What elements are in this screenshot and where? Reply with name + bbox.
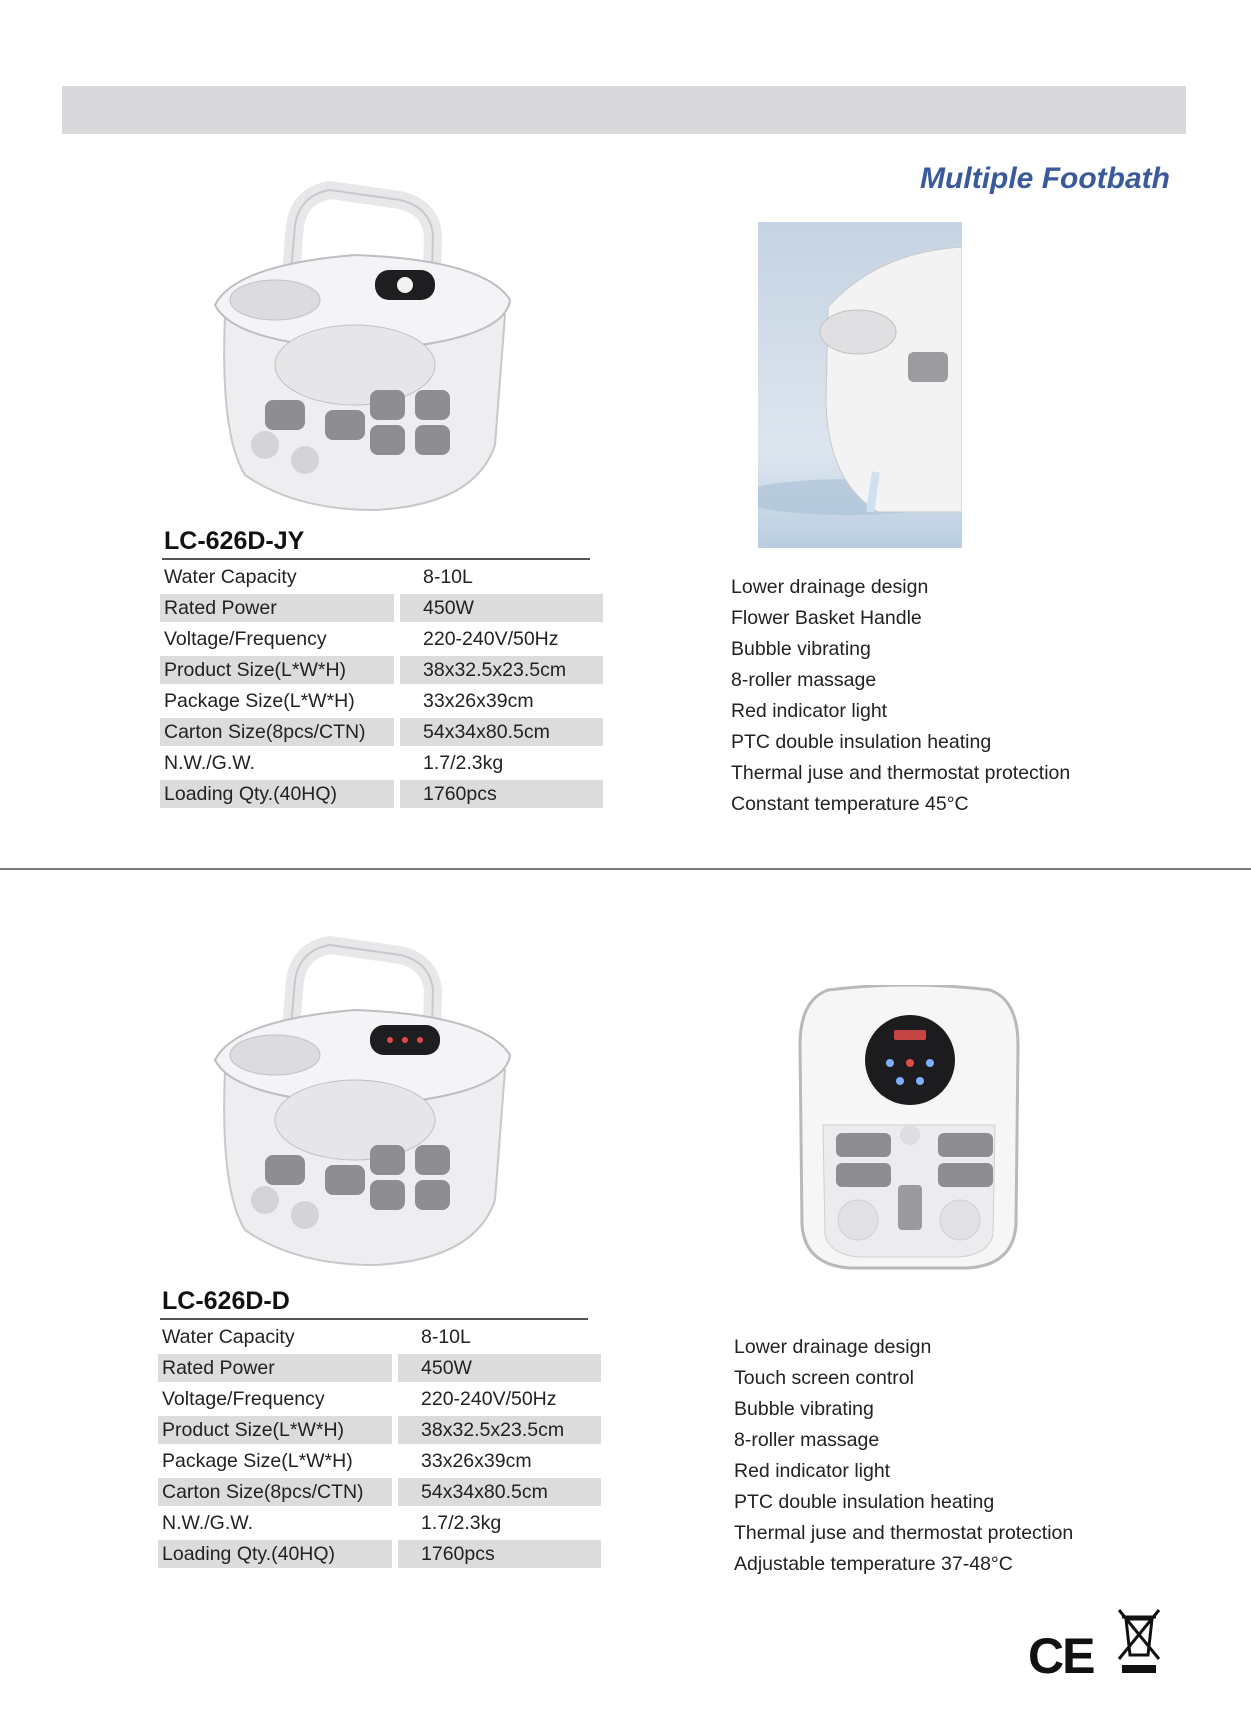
- spec-value: 450W: [400, 594, 603, 622]
- product-2-top-view-photo: [798, 985, 1020, 1275]
- spec-value: 450W: [398, 1354, 601, 1382]
- list-item: Bubble vibrating: [734, 1398, 874, 1420]
- spec-label: N.W./G.W.: [162, 1511, 253, 1534]
- spec-row: [160, 656, 603, 684]
- product-1-model: LC-626D-JY: [164, 527, 305, 555]
- spec-label: Carton Size(8pcs/CTN): [160, 718, 394, 746]
- spec-value: 54x34x80.5cm: [400, 718, 603, 746]
- spec-row: [158, 1447, 601, 1475]
- list-item: PTC double insulation heating: [734, 1491, 995, 1513]
- product-2-model: LC-626D-D: [162, 1287, 290, 1315]
- spec-label: Voltage/Frequency: [164, 627, 327, 650]
- spec-label: Product Size(L*W*H): [160, 656, 394, 684]
- spec-label: Rated Power: [158, 1354, 392, 1382]
- list-item: Lower drainage design: [731, 576, 929, 598]
- spec-row: [160, 594, 603, 622]
- spec-row: [158, 1323, 601, 1351]
- product-2-spec-table: [158, 1320, 601, 1571]
- spec-value: 1760pcs: [398, 1540, 601, 1568]
- spec-value: 54x34x80.5cm: [398, 1478, 601, 1506]
- spec-row: [158, 1478, 601, 1506]
- spec-label: Rated Power: [160, 594, 394, 622]
- product-1-feature-list: [731, 572, 1070, 820]
- list-item: Red indicator light: [734, 1460, 891, 1482]
- list-item: PTC double insulation heating: [731, 731, 992, 753]
- spec-row: [160, 563, 603, 591]
- list-item: 8-roller massage: [734, 1429, 880, 1451]
- page-heading: Multiple Footbath: [920, 162, 1170, 195]
- spec-value: 1.7/2.3kg: [423, 751, 504, 774]
- list-item: Bubble vibrating: [731, 638, 871, 660]
- spec-value: 8-10L: [421, 1325, 471, 1348]
- spec-label: N.W./G.W.: [164, 751, 255, 774]
- spec-label: Package Size(L*W*H): [164, 689, 355, 712]
- spec-label: Loading Qty.(40HQ): [160, 780, 394, 808]
- spec-value: 33x26x39cm: [421, 1449, 532, 1472]
- product-2-image: [205, 930, 535, 1285]
- spec-value: 33x26x39cm: [423, 689, 534, 712]
- list-item: 8-roller massage: [731, 669, 877, 691]
- product-1-drainage-photo: [758, 222, 962, 553]
- spec-value: 38x32.5x23.5cm: [400, 656, 603, 684]
- section-divider: [0, 868, 1251, 870]
- spec-value: 1760pcs: [400, 780, 603, 808]
- spec-value: 1.7/2.3kg: [421, 1511, 502, 1534]
- spec-row: [158, 1540, 601, 1568]
- product-1-image: [205, 175, 535, 530]
- spec-row: [158, 1354, 601, 1382]
- spec-label: Loading Qty.(40HQ): [158, 1540, 392, 1568]
- spec-value: 220-240V/50Hz: [423, 627, 559, 650]
- list-item: Touch screen control: [734, 1367, 914, 1389]
- spec-label: Product Size(L*W*H): [158, 1416, 392, 1444]
- spec-row: [160, 625, 603, 653]
- spec-row: [158, 1385, 601, 1413]
- spec-label: Water Capacity: [164, 565, 297, 588]
- weee-bin-icon: [1114, 1605, 1164, 1680]
- header-banner: [62, 86, 1186, 134]
- list-item: Thermal juse and thermostat protection: [734, 1522, 1074, 1544]
- spec-row: [160, 687, 603, 715]
- spec-row: [160, 718, 603, 746]
- spec-label: Voltage/Frequency: [162, 1387, 325, 1410]
- spec-row: [160, 749, 603, 777]
- spec-label: Carton Size(8pcs/CTN): [158, 1478, 392, 1506]
- list-item: Flower Basket Handle: [731, 607, 922, 629]
- spec-value: 8-10L: [423, 565, 473, 588]
- list-item: Adjustable temperature 37-48°C: [734, 1553, 1013, 1575]
- spec-row: [158, 1416, 601, 1444]
- product-2-feature-list: [734, 1332, 1073, 1580]
- spec-value: 220-240V/50Hz: [421, 1387, 557, 1410]
- spec-value: 38x32.5x23.5cm: [398, 1416, 601, 1444]
- spec-label: Water Capacity: [162, 1325, 295, 1348]
- ce-mark: CE: [1028, 1628, 1094, 1684]
- spec-row: [160, 780, 603, 808]
- spec-row: [158, 1509, 601, 1537]
- spec-label: Package Size(L*W*H): [162, 1449, 353, 1472]
- list-item: Thermal juse and thermostat protection: [731, 762, 1071, 784]
- product-1-spec-table: [160, 560, 603, 811]
- list-item: Constant temperature 45°C: [731, 793, 969, 815]
- list-item: Red indicator light: [731, 700, 888, 722]
- list-item: Lower drainage design: [734, 1336, 932, 1358]
